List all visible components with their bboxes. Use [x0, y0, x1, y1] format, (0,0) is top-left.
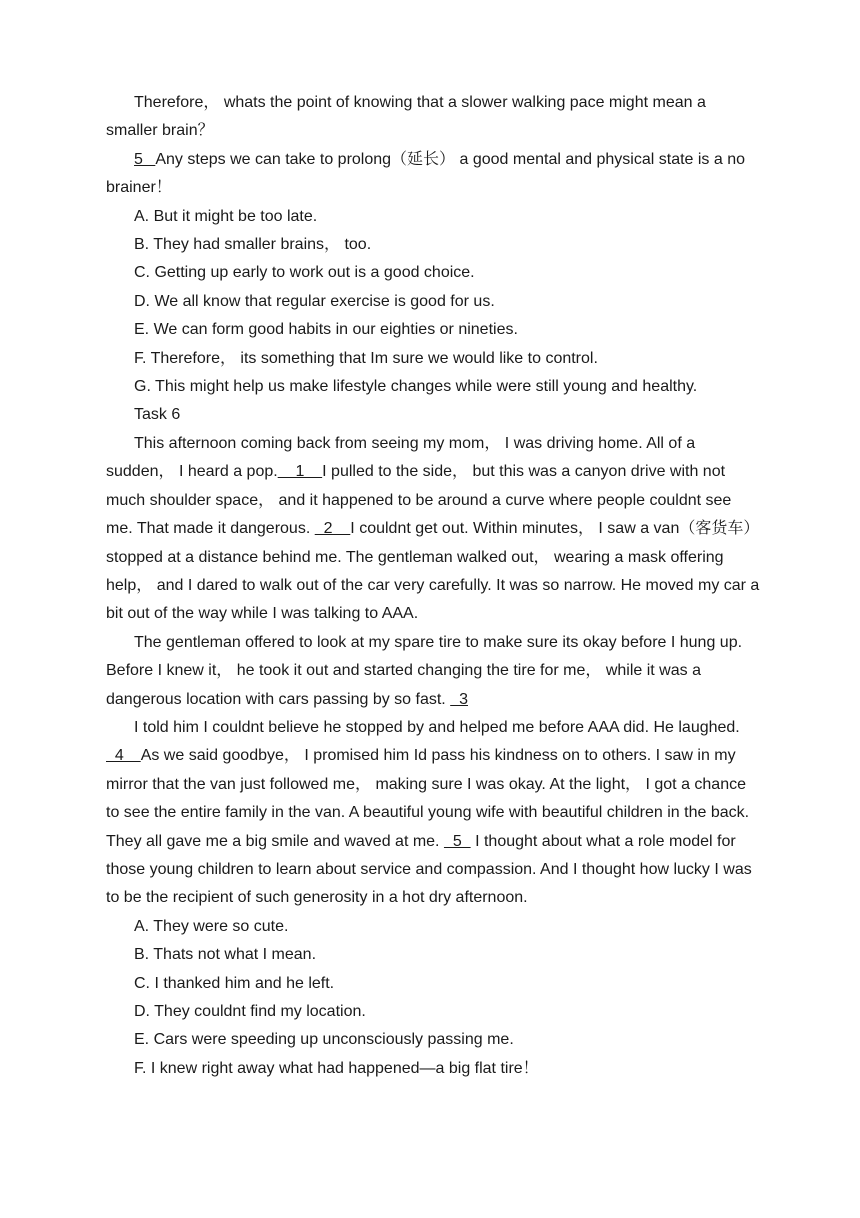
task5-option-e: E. We can form good habits in our eighties or nineties. — [134, 321, 518, 339]
task6-option-f: F. I knew right away what had happened—a big flat tire！ — [134, 1059, 539, 1077]
blank-2: 2 — [314, 520, 351, 538]
blank-5: 5 — [134, 150, 156, 168]
task5-option-g: G. This might help us make lifestyle changes while were still young and healthy. — [134, 378, 698, 396]
task5-option-d: D. We all know that regular exercise is good for us. — [134, 292, 495, 310]
task6-option-e: E. Cars were speeding up unconsciously passing me. — [134, 1031, 514, 1049]
task6-option-d: D. They couldnt find my location. — [134, 1003, 366, 1020]
task6-p1-text-b: I pulled to the side， but this was a canyon drive with not much shoulder space， and it happened to be around a curve where people couldnt see me. That made it dangerous. — [106, 463, 732, 538]
task6-option-c: C. I thanked him and he left. — [134, 974, 335, 992]
document-body — [106, 89, 760, 1083]
task5-option-b: B. They had smaller brains， too. — [134, 236, 372, 254]
task6-p2-text: The gentleman offered to look at my spare tire to make sure its okay before I hung up. Before I knew it， he took it out and started changing the tire for me， while it was a dangerous location with cars passing by so fast. — [106, 633, 743, 708]
task5-option-a: A. But it might be too late. — [134, 207, 318, 225]
task6-paragraph-1 — [106, 430, 760, 629]
task6-title: Task 6 — [134, 406, 181, 424]
task5-option-f: F. Therefore， its something that Im sure we would like to control. — [134, 349, 598, 367]
blank-3: 3 — [450, 690, 468, 708]
task6-paragraph-2 — [106, 629, 760, 714]
task6-p3-text-c: I thought about what a role model for those young children to learn about service and compassion. And I thought how lucky I was to be the recipient of such generosity in a hot dry afternoon. — [106, 832, 752, 907]
task6-option-a: A. They were so cute. — [134, 917, 289, 935]
task5-paragraph-2-text: Any steps we can take to prolong（延长） a good mental and physical state is a no brainer！ — [106, 150, 746, 197]
blank-1: 1 — [277, 463, 323, 481]
task6-option-b: B. Thats not what I mean. — [134, 946, 317, 964]
task6-p3-text-b: As we said goodbye， I promised him Id pass his kindness on to others. I saw in my mirror that the van just followed me， making sure I was okay. At the light， I got a chance to see the entire family in the van. A beautiful young wife with beautiful children in the back. They all gave me a big smile and waved at me. — [106, 747, 750, 850]
task5-paragraph-1: Therefore， whats the point of knowing that a slower walking pace might mean a smaller brain？ — [106, 94, 706, 140]
task5-option-c: C. Getting up early to work out is a good choice. — [134, 264, 475, 282]
blank-5: 5 — [443, 832, 471, 850]
task5-paragraph-2 — [106, 146, 760, 203]
task6-p1-text-c: I couldnt get out. Within minutes， I saw a van（客货车） stopped at a distance behind me. The gentleman walked out， wearing a mask offering help， and I dared to walk out of the car very carefully. It was so narrow. He moved my car a bit out of the way while I was talking to AAA. — [106, 520, 760, 623]
task6-paragraph-3 — [106, 714, 760, 913]
task6-p3-text-a: I told him I couldnt believe he stopped by and helped me before AAA did. He laughed. — [134, 718, 740, 736]
task6-p1-text-a: This afternoon coming back from seeing my mom， I was driving home. All of a sudden， I heard a pop. — [106, 434, 696, 481]
blank-4: 4 — [106, 747, 141, 765]
